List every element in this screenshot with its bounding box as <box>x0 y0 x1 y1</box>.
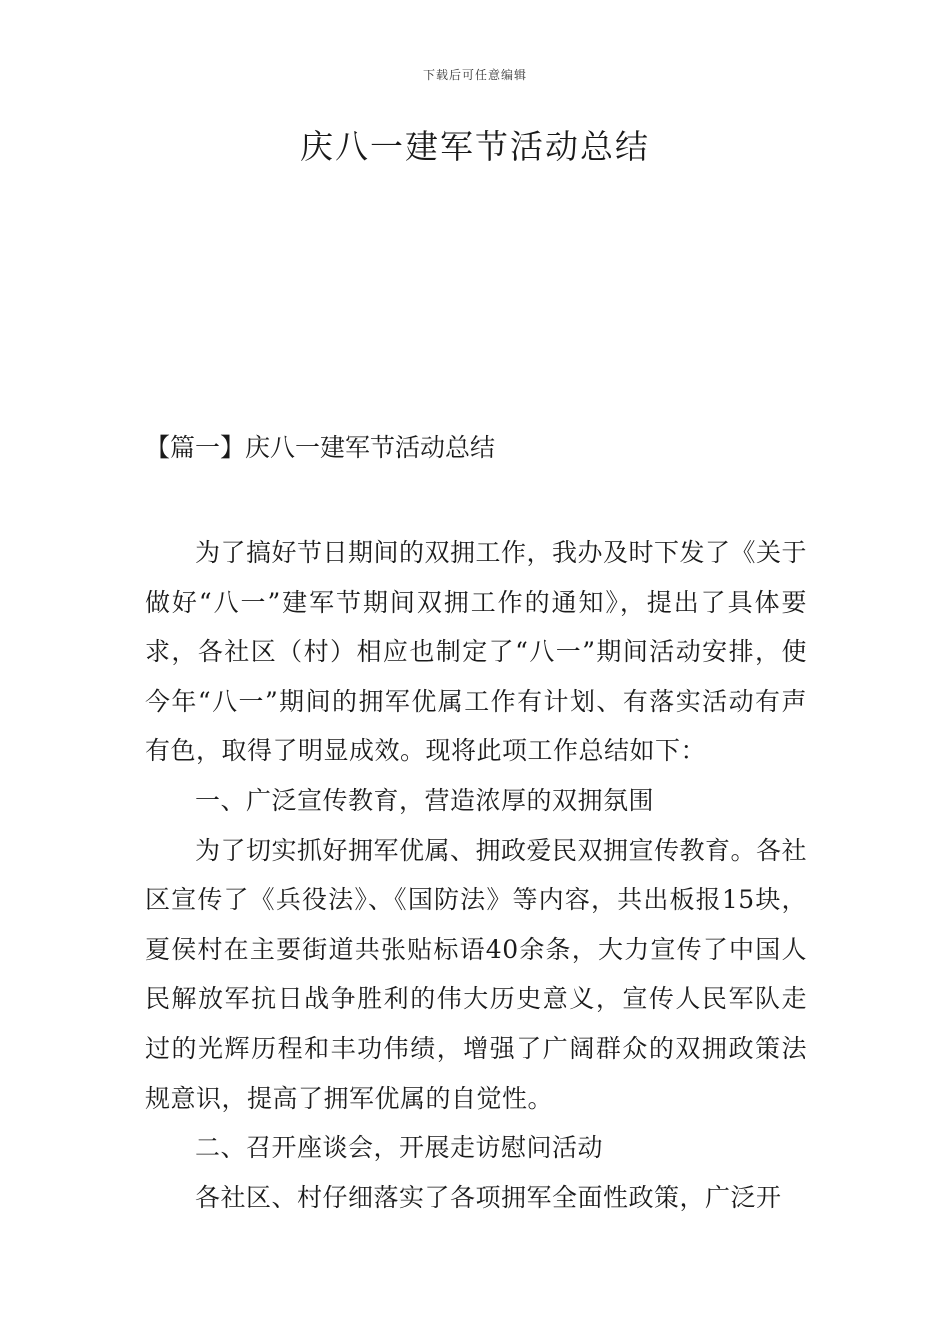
paragraph-intro: 为了搞好节日期间的双拥工作，我办及时下发了《关于做好“八一”建军节期间双拥工作的通知》，提出了具体要求，各社区（村）相应也制定了“八一”期间活动安排，使今年“八一”期间的拥军优属工作有计划、有落实活动有声有色，取得了明显成效。现将此项工作总结如下： <box>145 538 808 766</box>
paragraph-heading-2: 二、召开座谈会，开展走访慰问活动 <box>195 1133 604 1163</box>
section-heading: 【篇一】庆八一建军节活动总结 <box>145 433 496 462</box>
paragraph-visits: 各社区、村仔细落实了各项拥军全面性政策，广泛开 <box>195 1182 782 1212</box>
paragraph-heading-1: 一、广泛宣传教育，营造浓厚的双拥氛围 <box>195 785 655 815</box>
header-note: 下载后可任意编辑 <box>422 68 527 82</box>
paragraph-publicity: 为了切实抓好拥军优属、拥政爱民双拥宣传教育。各社区宣传了《兵役法》、《国防法》等内容，共出板报15块，夏侯村在主要街道共张贴标语40余条，大力宣传了中国人民解放军抗日战争胜利的伟大历史意义，宣传人民军队走过的光辉历程和丰功伟绩，增强了广阔群众的双拥政策法规意识，提高了拥军优属的自觉性。 <box>145 835 808 1113</box>
document-title: 庆八一建军节活动总结 <box>300 127 650 166</box>
document-body <box>145 528 807 1222</box>
